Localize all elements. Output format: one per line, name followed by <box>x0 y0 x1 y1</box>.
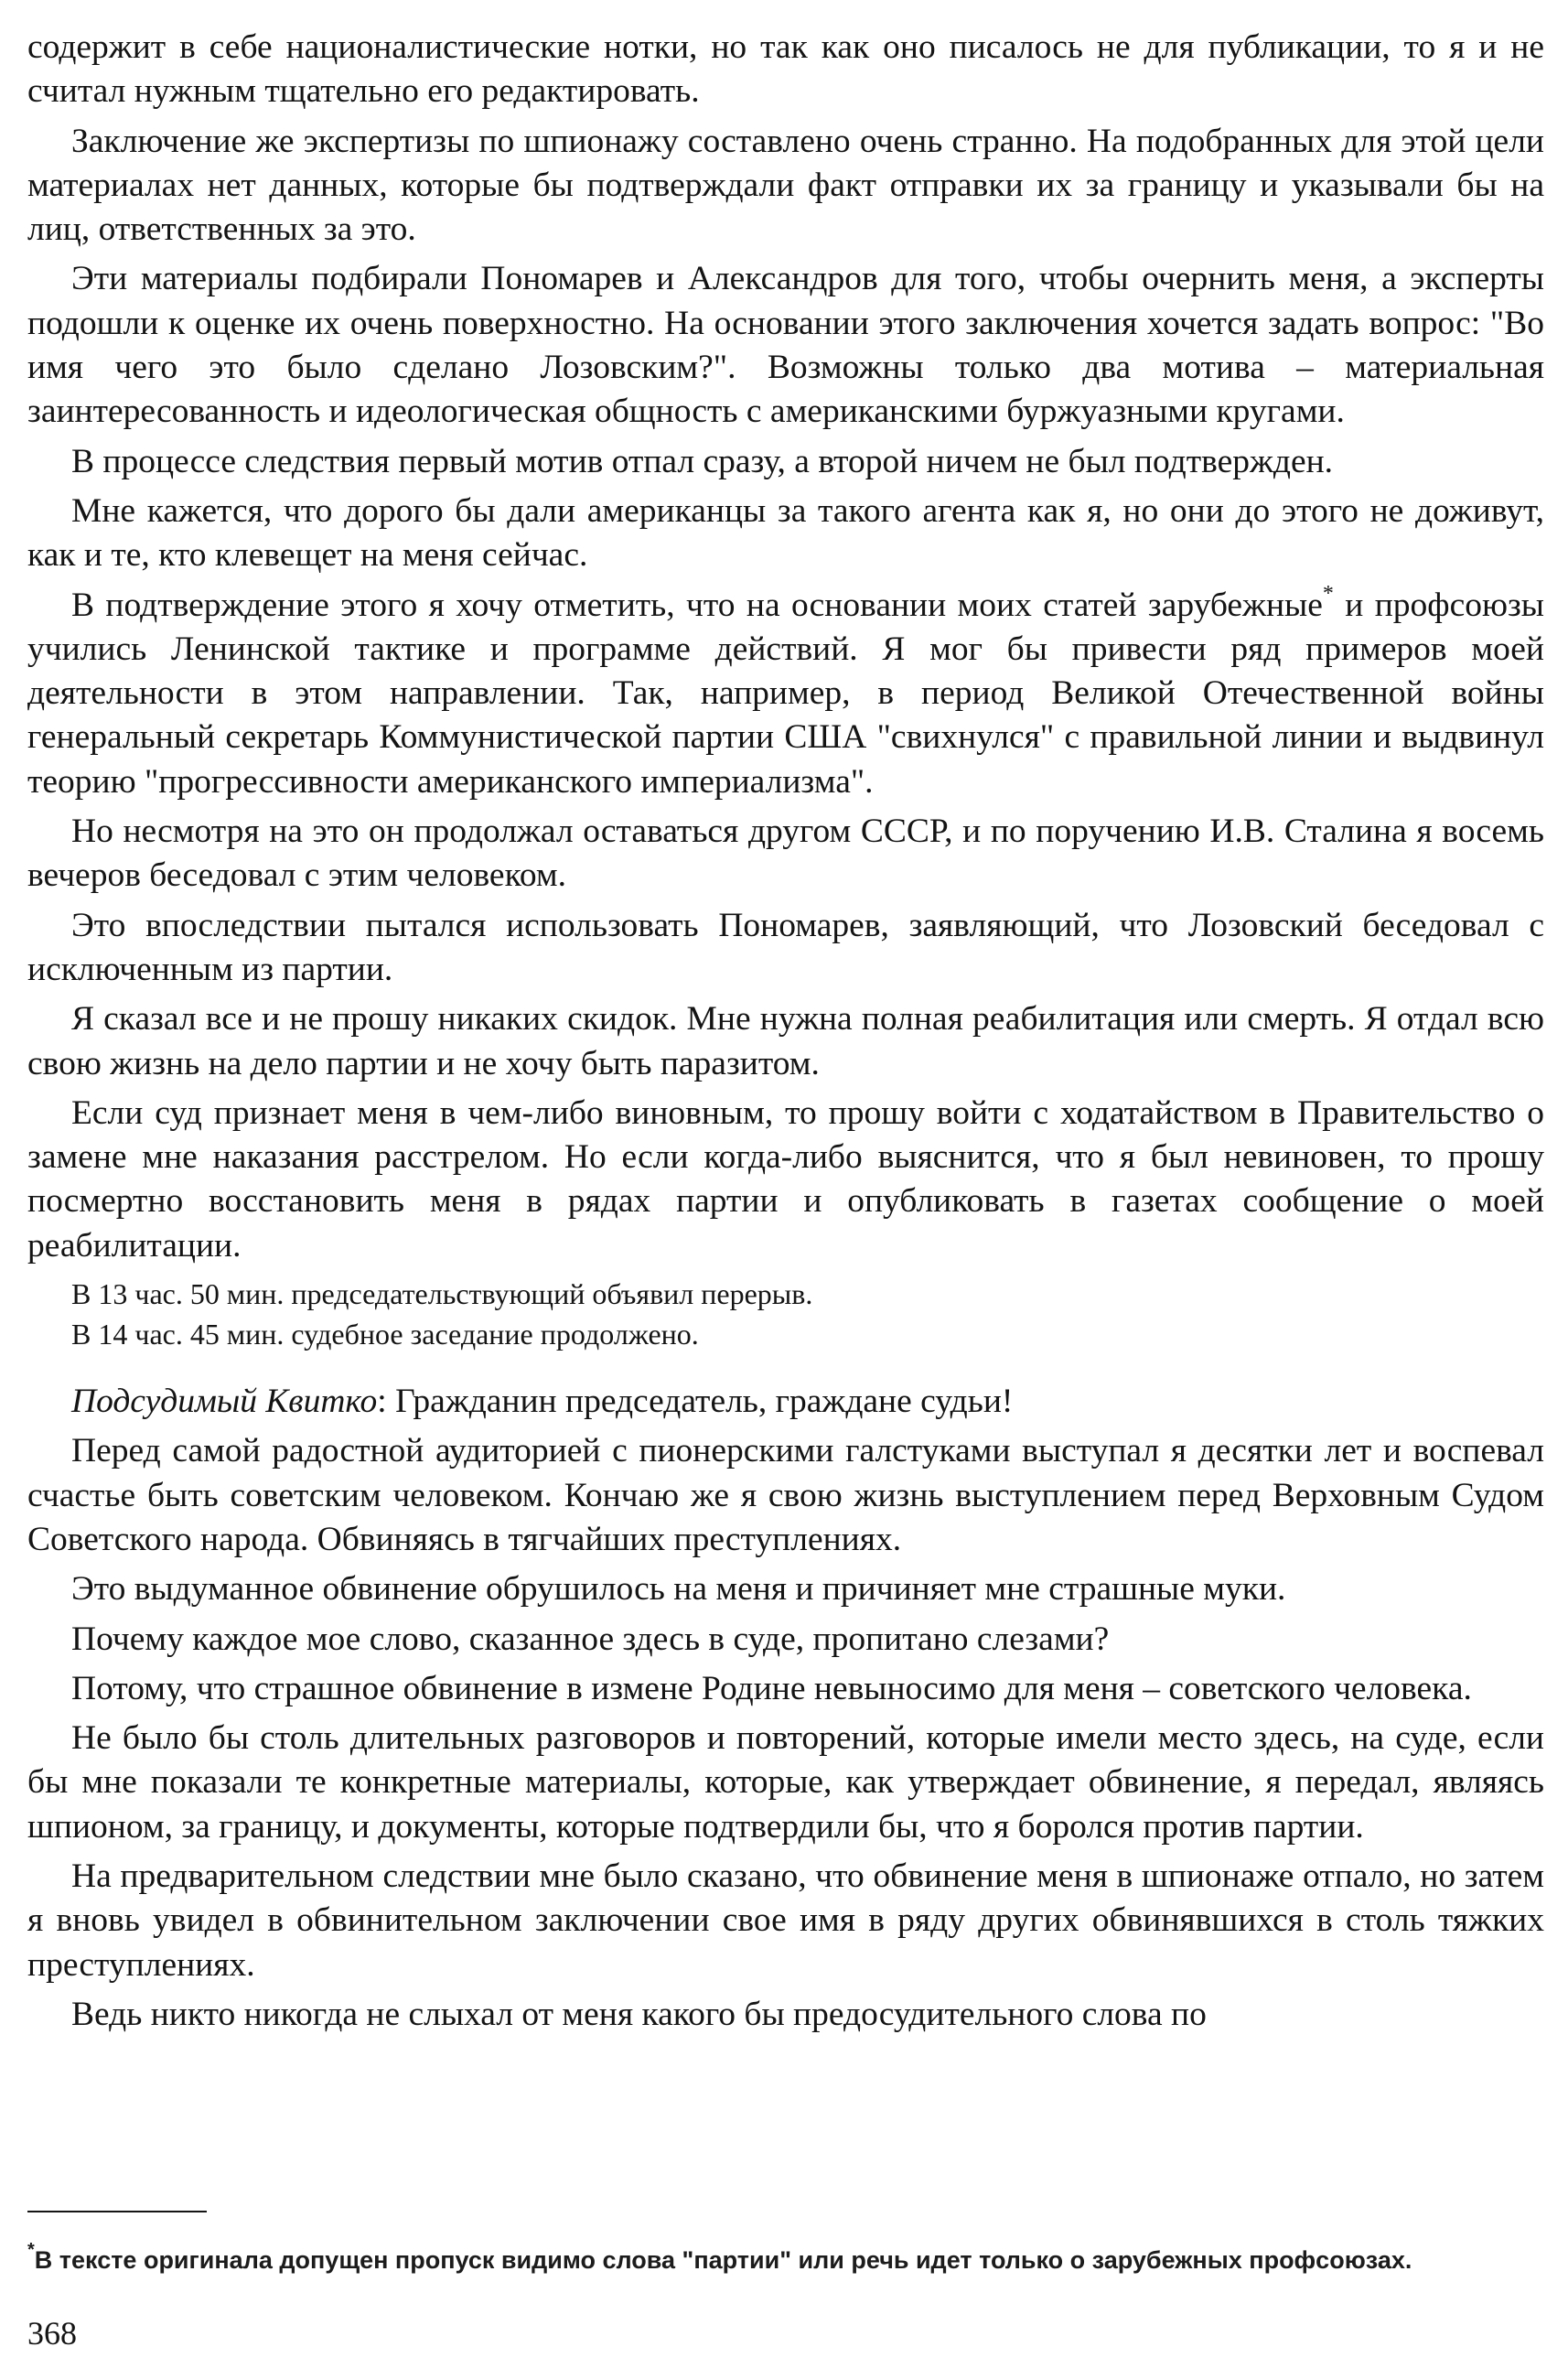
paragraph: Это выдуманное обвинение обрушилось на меня и причиняет мне страшные муки. <box>71 1570 1286 1609</box>
paragraph: Заключение же экспертизы по шпионажу составлено очень странно. На подобранных для этой цели материалах нет данных, которые бы подтверждали факт отправки их за границу и указывали бы на лиц, ответственных за это. <box>27 122 1544 249</box>
paragraph-text: В подтверждение этого я хочу отметить, что на основании моих статей зарубежные <box>71 586 1323 624</box>
paragraph-with-footnote-ref <box>27 581 1544 804</box>
paragraph: Я сказал все и не прошу никаких скидок. Мне нужна полная реабилитация или смерть. Я отдал всю свою жизнь на дело партии и не хочу быть паразитом. <box>27 1000 1544 1082</box>
footnote-reference: * <box>1322 581 1334 606</box>
paragraph: В процессе следствия первый мотив отпал сразу, а второй ничем не был подтвержден. <box>71 442 1334 480</box>
speaker-name: Подсудимый Квитко <box>71 1383 378 1421</box>
paragraph: Мне кажется, что дорого бы дали американцы за такого агента как я, но они до этого не доживут, как и те, кто клевещет на меня сейчас. <box>27 491 1544 575</box>
paragraph: Не было бы столь длительных разговоров и повторений, которые имели место здесь, на суде, если бы мне показали те конкретные материалы, которые, как утверждает обвинение, я передал, являясь шпионом, за границу, и документы, которые подтвердили бы, что я боролся против партии. <box>27 1719 1544 1846</box>
session-note: В 14 час. 45 мин. судебное заседание продолжено. <box>71 1318 699 1351</box>
paragraph: Почему каждое мое слово, сказанное здесь в суде, пропитано слезами? <box>71 1620 1110 1658</box>
paragraph: содержит в себе националистические нотки, но так как оно писалось не для публикации, то я и не считал нужным тщательно его редактировать. <box>27 28 1544 111</box>
session-note: В 13 час. 50 мин. председательствующий объявил перерыв. <box>71 1277 813 1311</box>
page-number: 368 <box>27 2315 77 2352</box>
paragraph: Перед самой радостной аудиторией с пионерскими галстуками выступал я десятки лет и воспевал счастье быть советским человеком. Кончаю же я свою жизнь выступлением перед Верховным Судом Советского народа. Обвиняясь в тягчайших преступлениях. <box>27 1432 1544 1558</box>
footnote-divider <box>27 2211 207 2212</box>
paragraph-text: и профсоюзы учились Ленинской тактике и программе действий. Я мог бы привести ряд примеров моей деятельности в этом направлении. Так, например, в период Великой Отечественной войны генеральный секретарь Коммунистической партии США "свихнулся" с правильной линии и выдвинул теорию "прогрессивности американского империализма". <box>27 586 1544 801</box>
body-text <box>27 26 1544 2042</box>
paragraph: Эти материалы подбирали Пономарев и Александров для того, чтобы очернить меня, а эксперты подошли к оценке их очень поверхностно. На основании этого заключения хочется задать вопрос: "Во имя чего это было сделано Лозовским?". Возможны только два мотива – материальная заинтересованность и идеологическая общность с американскими буржуазными кругами. <box>27 260 1544 431</box>
paragraph: На предварительном следствии мне было сказано, что обвинение меня в шпионаже отпало, но затем я вновь увидел в обвинительном заключении свое имя в ряду других обвинявшихся в столь тяжких преступлениях. <box>27 1857 1544 1984</box>
paragraph: Если суд признает меня в чем-либо виновным, то прошу войти с ходатайством в Правительство о замене мне наказания расстрелом. Но если когда-либо выяснится, что я был невиновен, то прошу посмертно восстановить меня в рядах партии и опубликовать в газетах сообщение о моей реабилитации. <box>27 1093 1544 1265</box>
paragraph: Ведь никто никогда не слыхал от меня какого бы предосудительного слова по <box>71 1995 1207 2033</box>
paragraph: Это впоследствии пытался использовать Пономарев, заявляющий, что Лозовский беседовал с исключенным из партии. <box>27 906 1544 988</box>
paragraph: Потому, что страшное обвинение в измене Родине невыносимо для меня – советского человека. <box>71 1669 1472 1707</box>
footnote-mark: * <box>27 2240 35 2260</box>
footnote <box>27 2242 1544 2278</box>
footnote-text: В тексте оригинала допущен пропуск видимо слова "партии" или речь идет только о зарубежных профсоюзах. <box>34 2246 1412 2274</box>
paragraph: Но несмотря на это он продолжал оставаться другом СССР, и по поручению И.В. Сталина я восемь вечеров беседовал с этим человеком. <box>27 813 1544 895</box>
speaker-paragraph <box>27 1380 1544 1424</box>
speaker-line: : Гражданин председатель, граждане судьи! <box>377 1383 1014 1421</box>
